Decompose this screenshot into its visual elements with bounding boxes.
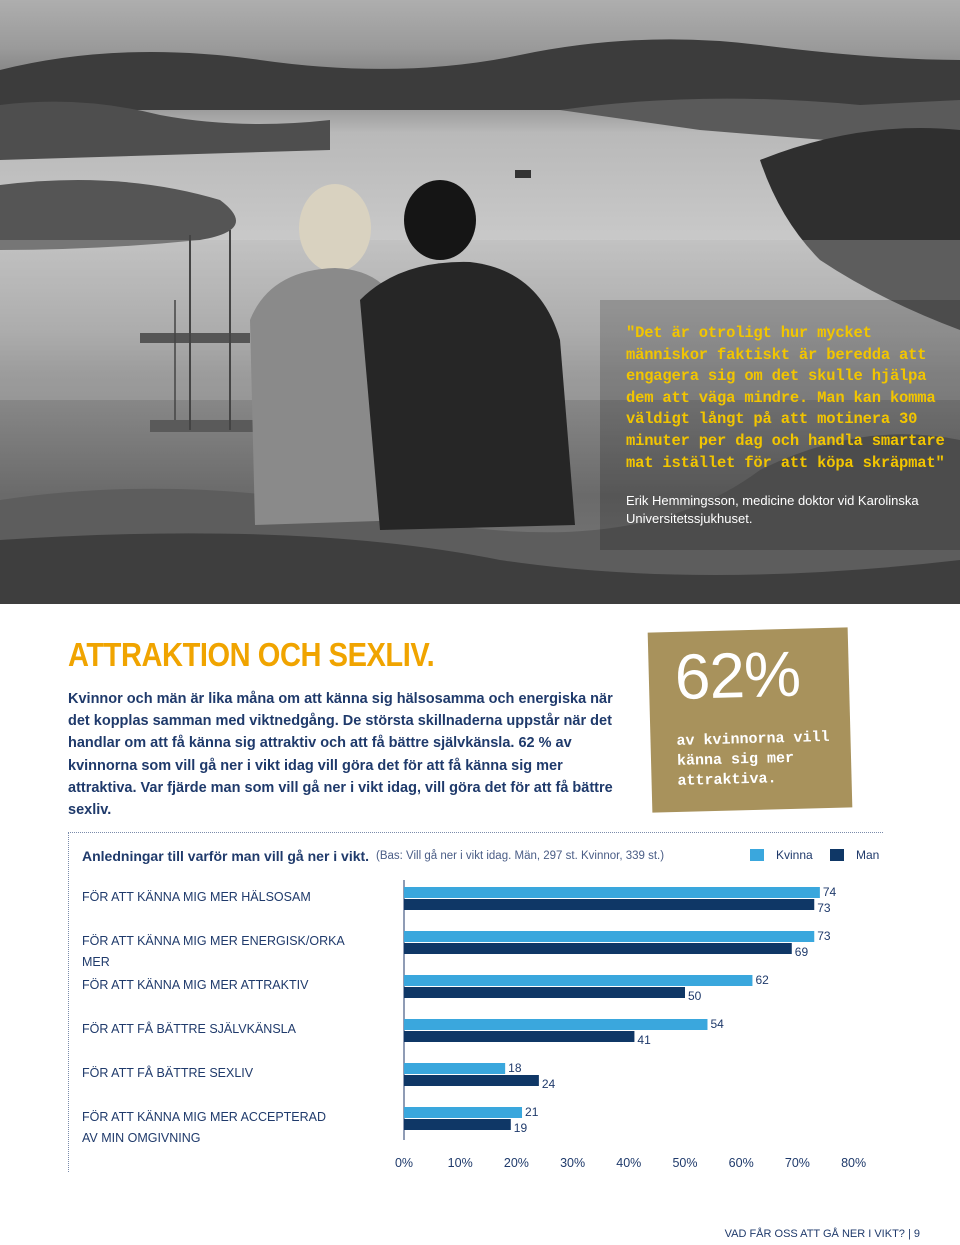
category-label: FÖR ATT KÄNNA MIG MER ENERGISK/ORKA MER — [82, 934, 345, 969]
legend-label-kvinna: Kvinna — [776, 848, 813, 862]
bar-value-label: 74 — [822, 885, 837, 899]
x-tick-label: 0% — [394, 1156, 414, 1170]
bar-man — [404, 987, 685, 998]
category-label: FÖR ATT FÅ BÄTTRE SJÄLVKÄNSLA — [82, 1022, 296, 1036]
x-tick-label: 80% — [841, 1156, 867, 1170]
bar-man — [404, 1031, 634, 1042]
x-tick-label: 20% — [503, 1156, 529, 1170]
bar-kvinna — [404, 975, 752, 986]
intro-paragraph: Kvinnor och män är lika måna om att känna sig hälsosamma och energiska när det kopplas samman med viktnedgång. De största skillnaderna uppstår när det handlar om att få känna sig attraktiv och att få bättre självkänsla. 62 % av kvinnorna som vill gå ner i vikt idag vill göra det för att få känna sig mer attraktiva. Var fjärde man som vill gå ner i vikt idag, vill göra det för att få bättre sexliv. — [68, 691, 613, 819]
bar-value-label: 69 — [794, 945, 809, 959]
category-label: FÖR ATT FÅ BÄTTRE SEXLIV — [82, 1066, 254, 1080]
bar-value-label: 50 — [688, 989, 702, 1003]
bar-kvinna — [404, 1107, 522, 1118]
bar-kvinna — [404, 887, 820, 898]
x-tick-label: 60% — [728, 1156, 754, 1170]
x-tick-label: 30% — [560, 1156, 586, 1170]
bar-man — [404, 899, 814, 910]
x-tick-label: 40% — [616, 1156, 642, 1170]
bar-value-label: 73 — [817, 929, 831, 943]
bar-kvinna — [404, 931, 814, 942]
bar-man — [404, 1119, 511, 1130]
x-tick-label: 70% — [784, 1156, 810, 1170]
bar-value-label: 24 — [541, 1077, 556, 1091]
legend-label-man: Man — [856, 848, 880, 862]
chart-title: Anledningar till varför man vill gå ner i vikt. — [82, 848, 370, 864]
x-tick-label: 50% — [672, 1156, 698, 1170]
hero-quote: "Det är otroligt hur mycket människor faktiskt är beredda att engagera sig om det skulle hjälpa dem att väga mindre. Man kan komma väldigt långt på att motinera 30 minuter per dag och handla smartare mat istället för att köpa skräpmat" — [626, 324, 945, 472]
bar-kvinna — [404, 1063, 505, 1074]
section-heading: ATTRAKTION OCH SEXLIV. — [68, 636, 435, 673]
chart-subtitle: (Bas: Vill gå ner i vikt idag. Män, 297 st. Kvinnor, 339 st.) — [376, 850, 665, 862]
bar-kvinna — [404, 1019, 707, 1030]
bar-value-label: 21 — [525, 1105, 539, 1119]
category-label: FÖR ATT KÄNNA MIG MER ACCEPTERAD AV MIN OMGIVNING — [82, 1110, 327, 1145]
bar-value-label: 54 — [710, 1017, 724, 1031]
page-footer: VAD FÅR OSS ATT GÅ NER I VIKT? | 9 — [724, 1228, 920, 1240]
bar-value-label: 41 — [637, 1033, 651, 1047]
x-tick-label: 10% — [447, 1156, 473, 1170]
bar-value-label: 62 — [755, 973, 769, 987]
quote-attribution: Erik Hemmingsson, medicine doktor vid Karolinska Universitetssjukhuset. — [626, 493, 919, 526]
stat-percentage: 62% — [673, 637, 801, 713]
bar-value-label: 73 — [817, 901, 831, 915]
stat-caption: av kvinnorna vill känna sig mer attraktiva. — [676, 728, 830, 790]
category-label: FÖR ATT KÄNNA MIG MER ATTRAKTIV — [82, 978, 309, 992]
bar-value-label: 19 — [513, 1121, 528, 1135]
bar-value-label: 18 — [508, 1061, 522, 1075]
bar-man — [404, 943, 792, 954]
category-label: FÖR ATT KÄNNA MIG MER HÄLSOSAM — [82, 890, 311, 904]
bar-man — [404, 1075, 539, 1086]
